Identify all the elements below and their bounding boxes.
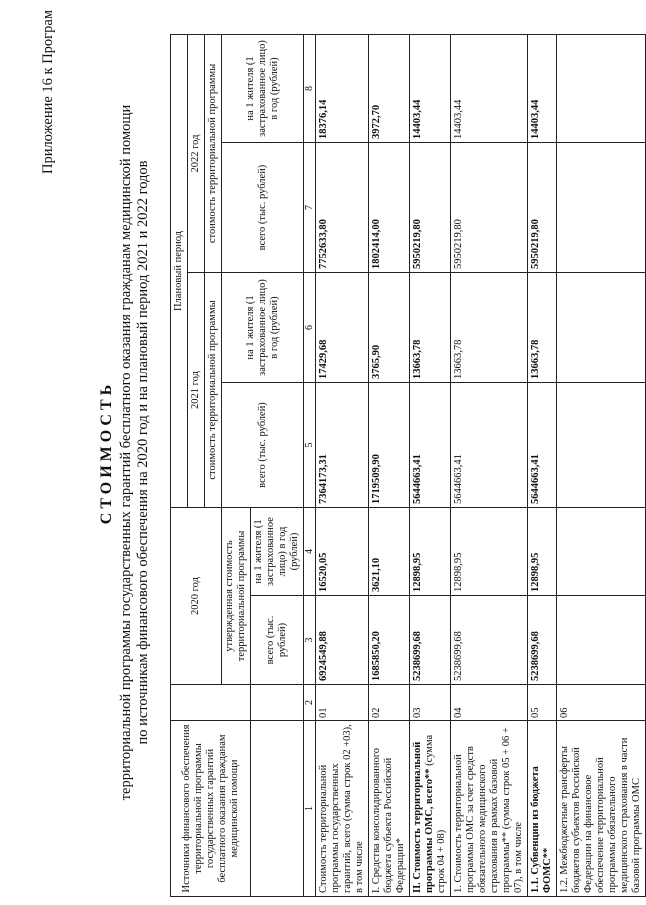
header-row-1 — [171, 35, 188, 897]
value-per-capita-2020 — [557, 508, 646, 596]
value-total-2022: 1802414,00 — [369, 143, 410, 273]
value-per-capita-2021: 13663,78 — [410, 273, 451, 383]
row-code: 03 — [410, 685, 451, 721]
header-source: Источники финансового обеспечения территориальной программы государственных гарантий бесплатного оказания гражданам медицинской помощи — [171, 721, 251, 897]
table-body — [316, 35, 646, 897]
column-number: 8 — [304, 35, 316, 143]
header-approved-cost-2020: утвержденная стоимость территориальной программы — [222, 508, 251, 685]
table-row — [451, 35, 528, 897]
header-cost-2022: стоимость территориальной программы — [205, 35, 222, 273]
table-row — [316, 35, 369, 897]
header-per-capita-2022: на 1 жителя (1 застрахованное лицо) в год (рублей) — [222, 35, 304, 143]
row-label-plain: Стоимость территориальной программы государственных гарантий, всего (сумма строк 02 +03), в том числе — [318, 724, 365, 893]
column-number: 2 — [304, 685, 316, 721]
value-total-2020: 1685850,20 — [369, 596, 410, 685]
value-total-2020: 5238699,68 — [528, 596, 557, 685]
header-planned-period: Плановый период — [171, 35, 188, 508]
value-per-capita-2022: 3972,70 — [369, 35, 410, 143]
row-code: 05 — [528, 685, 557, 721]
appendix-note: Приложение 16 к Програм — [40, 10, 56, 175]
column-number: 5 — [304, 383, 316, 508]
row-label-plain: 1. Стоимость территориальной программы ОМС за счет средств обязательного медицинского страхования в рамках базовой программы** (сумма строк 05 + 06 + 07), в том числе — [453, 727, 524, 893]
value-per-capita-2022: 14403,44 — [410, 35, 451, 143]
value-total-2020: 5238699,68 — [410, 596, 451, 685]
header-spacer-2 — [251, 685, 304, 721]
header-cost-2021: стоимость территориальной программы — [205, 273, 222, 508]
value-total-2020: 5238699,68 — [451, 596, 528, 685]
column-number: 4 — [304, 508, 316, 596]
row-label — [410, 721, 451, 897]
value-per-capita-2021: 3765,90 — [369, 273, 410, 383]
header-year-2022: 2022 год — [188, 35, 205, 273]
value-total-2022: 5950219,80 — [410, 143, 451, 273]
value-total-2022: 5950219,80 — [528, 143, 557, 273]
value-total-2021 — [557, 383, 646, 508]
column-numbers-row — [304, 35, 316, 897]
row-label — [451, 721, 528, 897]
subtitle-line-1: территориальной программы государственных гарантий бесплатного оказания гражданам медицинской помощи — [118, 104, 134, 801]
table-row — [369, 35, 410, 897]
table-row — [410, 35, 451, 897]
value-per-capita-2020: 12898,95 — [528, 508, 557, 596]
row-label-plain: 1.2. Межбюджетные трансферты бюджетов субъектов Российской Федерации на финансовое обеспечение территориальной программы обязательного медицинского страхования в части базовой программы ОМС — [559, 737, 642, 893]
header-per-capita-2020: на 1 жителя (1 застрахованное лицо) в год (рублей) — [251, 508, 304, 596]
column-number: 7 — [304, 143, 316, 273]
header-spacer-1 — [251, 721, 304, 897]
value-total-2021: 7364173,31 — [316, 383, 369, 508]
header-per-capita-2021: на 1 жителя (1 застрахованное лицо) в год (рублей) — [222, 273, 304, 383]
value-total-2020: 6924549,88 — [316, 596, 369, 685]
value-total-2020 — [557, 596, 646, 685]
row-code: 06 — [557, 685, 646, 721]
row-code: 02 — [369, 685, 410, 721]
value-per-capita-2022 — [557, 35, 646, 143]
header-total-2021: всего (тыс. рублей) — [222, 383, 304, 508]
value-total-2021: 5644663,41 — [451, 383, 528, 508]
value-total-2022: 7752633,80 — [316, 143, 369, 273]
row-label-tail: (сумма строк 04 + 08) — [424, 734, 447, 893]
header-total-2022: всего (тыс. рублей) — [222, 143, 304, 273]
value-per-capita-2021: 13663,78 — [451, 273, 528, 383]
document-title: СТОИМОСТЬ — [98, 380, 115, 525]
column-number: 3 — [304, 596, 316, 685]
value-total-2021: 5644663,41 — [410, 383, 451, 508]
header-total-2020: всего (тыс. рублей) — [251, 596, 304, 685]
value-per-capita-2020: 3621,10 — [369, 508, 410, 596]
row-label — [557, 721, 646, 897]
value-per-capita-2020: 12898,95 — [410, 508, 451, 596]
value-per-capita-2020: 16520,05 — [316, 508, 369, 596]
value-per-capita-2022: 14403,44 — [528, 35, 557, 143]
header-year-2020: 2020 год — [171, 508, 222, 685]
header-year-2021: 2021 год — [188, 273, 205, 508]
row-label — [528, 721, 557, 897]
row-label-bold: II. Стоимость территориальной программы ОМС, всего** — [412, 741, 435, 893]
subtitle-line-2: по источникам финансового обеспечения на 2020 год и на плановый период 2021 и 2022 годов — [135, 160, 151, 745]
value-total-2022 — [557, 143, 646, 273]
document-subtitle — [118, 30, 152, 875]
value-per-capita-2022: 14403,44 — [451, 35, 528, 143]
row-code: 01 — [316, 685, 369, 721]
header-code — [171, 685, 251, 721]
cost-table — [170, 34, 646, 897]
value-total-2021: 1719509,90 — [369, 383, 410, 508]
value-total-2022: 5950219,80 — [451, 143, 528, 273]
value-per-capita-2020: 12898,95 — [451, 508, 528, 596]
row-label — [369, 721, 410, 897]
column-number: 6 — [304, 273, 316, 383]
row-label-bold: 1.1. Субвенции из бюджета ФОМС** — [530, 766, 553, 893]
row-code: 04 — [451, 685, 528, 721]
table-row — [528, 35, 557, 897]
value-total-2021: 5644663,41 — [528, 383, 557, 508]
table-row — [557, 35, 646, 897]
value-per-capita-2021: 17429,68 — [316, 273, 369, 383]
column-number: 1 — [304, 721, 316, 897]
value-per-capita-2022: 18376,14 — [316, 35, 369, 143]
value-per-capita-2021: 13663,78 — [528, 273, 557, 383]
row-label-plain: I. Средства консолидированного бюджета субъекта Российской Федерации* — [371, 747, 406, 893]
value-per-capita-2021 — [557, 273, 646, 383]
row-label — [316, 721, 369, 897]
